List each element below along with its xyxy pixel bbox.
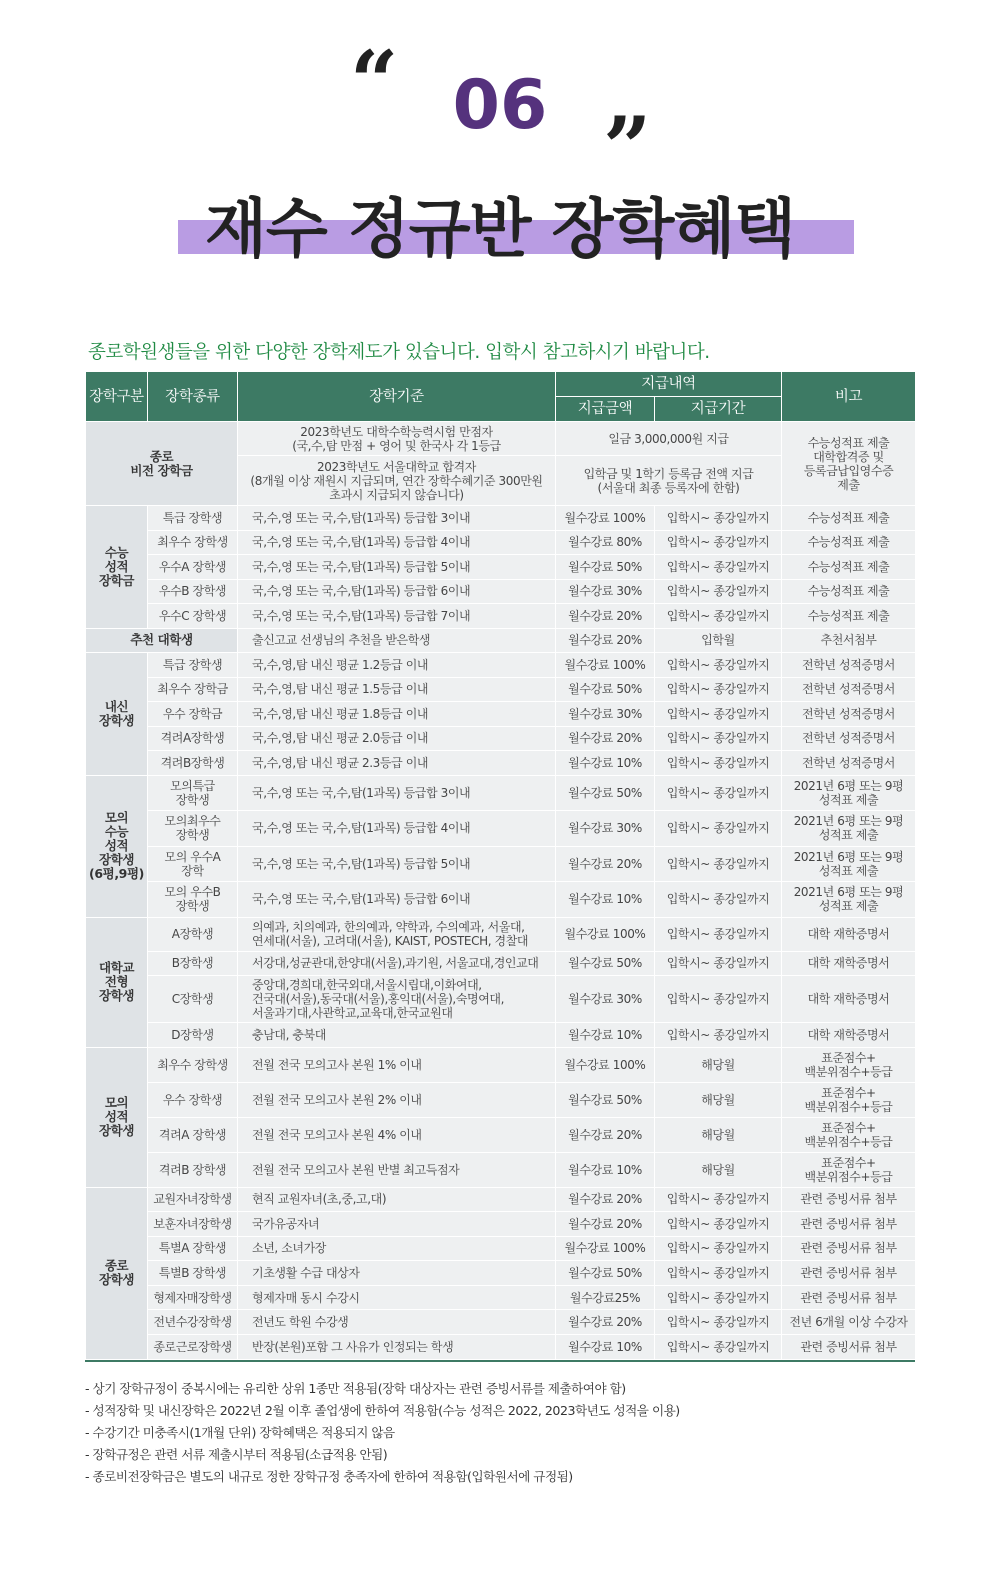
type-cell: 형제자매장학생 bbox=[148, 1285, 238, 1310]
note-cell: 관련 증빙서류 첨부 bbox=[782, 1285, 916, 1310]
amount-cell: 일금 3,000,000원 지급 bbox=[556, 422, 782, 456]
table-row bbox=[86, 422, 916, 456]
amount-cell: 월수강료 10% bbox=[556, 1335, 655, 1360]
criteria-cell: 국가유공자녀 bbox=[238, 1212, 556, 1237]
period-cell: 입학시~ 종강일까지 bbox=[655, 811, 782, 847]
criteria-cell: 국,수,영,탐 내신 평균 2.0등급 이내 bbox=[238, 726, 556, 751]
period-cell: 입학시~ 종강일까지 bbox=[655, 1285, 782, 1310]
amount-cell: 월수강료 20% bbox=[556, 628, 655, 653]
note-item: - 상기 장학규정이 중복시에는 유리한 상위 1종만 적용됨(장학 대상자는 관련 증빙서류를 제출하여야 함) bbox=[85, 1381, 626, 1396]
page-title: 재수 정규반 장학혜택 bbox=[205, 193, 795, 267]
header-note: 비고 bbox=[782, 372, 916, 422]
table-row bbox=[86, 1261, 916, 1286]
type-cell: 모의최우수 장학생 bbox=[148, 811, 238, 847]
period-cell: 입학시~ 종강일까지 bbox=[655, 726, 782, 751]
criteria-cell: 기초생활 수급 대상자 bbox=[238, 1261, 556, 1286]
scholarship-table bbox=[85, 371, 916, 1360]
criteria-cell: 형제자매 동시 수강시 bbox=[238, 1285, 556, 1310]
period-cell: 입학시~ 종강일까지 bbox=[655, 1335, 782, 1360]
criteria-cell: 중앙대,경희대,한국외대,서울시립대,이화여대, 건국대(서울),동국대(서울),홍익대(서울),숙명여대, 서울과기대,사관학교,교육대,한국교원대 bbox=[238, 976, 556, 1023]
note-cell: 수능성적표 제출 bbox=[782, 506, 916, 531]
period-cell: 입학시~ 종강일까지 bbox=[655, 1187, 782, 1212]
period-cell: 해당월 bbox=[655, 1152, 782, 1187]
group-jongno: 종로 장학생 bbox=[86, 1187, 148, 1359]
type-cell: C장학생 bbox=[148, 976, 238, 1023]
period-cell: 입학시~ 종강일까지 bbox=[655, 1261, 782, 1286]
note-item: - 성적장학 및 내신장학은 2022년 2월 이후 졸업생에 한하여 적용함(수능 성적은 2022, 2023학년도 성적을 이용) bbox=[85, 1403, 680, 1418]
table-row bbox=[86, 628, 916, 653]
criteria-cell: 국,수,영 또는 국,수,탐(1과목) 등급합 4이내 bbox=[238, 811, 556, 847]
period-cell: 해당월 bbox=[655, 1082, 782, 1117]
table-row bbox=[86, 702, 916, 727]
period-cell: 입학시~ 종강일까지 bbox=[655, 775, 782, 811]
amount-cell: 월수강료 20% bbox=[556, 1187, 655, 1212]
table-row bbox=[86, 530, 916, 555]
group-mock: 모의 수능 성적 장학생 (6평,9평) bbox=[86, 775, 148, 917]
criteria-cell: 전월 전국 모의고사 본원 4% 이내 bbox=[238, 1117, 556, 1152]
table-row bbox=[86, 555, 916, 580]
type-cell: 격려B 장학생 bbox=[148, 1152, 238, 1187]
note-cell: 전학년 성적증명서 bbox=[782, 653, 916, 678]
note-cell: 관련 증빙서류 첨부 bbox=[782, 1261, 916, 1286]
type-cell: 전년수강장학생 bbox=[148, 1310, 238, 1335]
amount-cell: 월수강료 100% bbox=[556, 1236, 655, 1261]
amount-cell: 월수강료 10% bbox=[556, 882, 655, 918]
amount-cell: 월수강료 10% bbox=[556, 1023, 655, 1048]
type-cell: 격려B장학생 bbox=[148, 751, 238, 776]
period-cell: 해당월 bbox=[655, 1117, 782, 1152]
group-suneung: 수능 성적 장학금 bbox=[86, 506, 148, 629]
type-cell: 모의특급 장학생 bbox=[148, 775, 238, 811]
type-cell: B장학생 bbox=[148, 951, 238, 976]
note-cell: 전년 6개월 이상 수강자 bbox=[782, 1310, 916, 1335]
table-row bbox=[86, 1082, 916, 1117]
note-cell: 전학년 성적증명서 bbox=[782, 726, 916, 751]
period-cell: 입학시~ 종강일까지 bbox=[655, 579, 782, 604]
type-cell: 격려A 장학생 bbox=[148, 1117, 238, 1152]
amount-cell: 월수강료 50% bbox=[556, 1261, 655, 1286]
criteria-cell: 국,수,영 또는 국,수,탐(1과목) 등급합 7이내 bbox=[238, 604, 556, 629]
close-quote-mark: ” bbox=[603, 98, 652, 197]
criteria-cell: 국,수,영,탐 내신 평균 2.3등급 이내 bbox=[238, 751, 556, 776]
note-cell: 추천서첨부 bbox=[782, 628, 916, 653]
criteria-cell: 국,수,영 또는 국,수,탐(1과목) 등급합 6이내 bbox=[238, 882, 556, 918]
criteria-cell: 충남대, 충북대 bbox=[238, 1023, 556, 1048]
table-row bbox=[86, 677, 916, 702]
table-row bbox=[86, 1310, 916, 1335]
amount-cell: 월수강료25% bbox=[556, 1285, 655, 1310]
note-cell: 관련 증빙서류 첨부 bbox=[782, 1187, 916, 1212]
amount-cell: 월수강료 50% bbox=[556, 555, 655, 580]
period-cell: 입학시~ 종강일까지 bbox=[655, 882, 782, 918]
note-item: - 종로비전장학금은 별도의 내규로 정한 장학규정 충족자에 한하여 적용함(입학원서에 규정됨) bbox=[85, 1469, 573, 1484]
header-category: 장학구분 bbox=[86, 372, 148, 422]
criteria-cell: 국,수,영 또는 국,수,탐(1과목) 등급합 5이내 bbox=[238, 846, 556, 882]
type-cell: 최우수 장학금 bbox=[148, 677, 238, 702]
note-cell: 수능성적표 제출 bbox=[782, 604, 916, 629]
amount-cell: 월수강료 20% bbox=[556, 1310, 655, 1335]
table-row bbox=[86, 1152, 916, 1187]
note-item: - 수강기간 미충족시(1개월 단위) 장학혜택은 적용되지 않음 bbox=[85, 1425, 395, 1440]
amount-cell: 월수강료 20% bbox=[556, 726, 655, 751]
period-cell: 입학시~ 종강일까지 bbox=[655, 1212, 782, 1237]
table-row bbox=[86, 604, 916, 629]
amount-cell: 월수강료 50% bbox=[556, 775, 655, 811]
period-cell: 입학시~ 종강일까지 bbox=[655, 917, 782, 951]
section-number: 06 bbox=[452, 66, 548, 145]
type-cell: 교원자녀장학생 bbox=[148, 1187, 238, 1212]
amount-cell: 월수강료 50% bbox=[556, 951, 655, 976]
type-cell: 우수 장학금 bbox=[148, 702, 238, 727]
type-cell: 격려A장학생 bbox=[148, 726, 238, 751]
criteria-cell: 국,수,영,탐 내신 평균 1.5등급 이내 bbox=[238, 677, 556, 702]
period-cell: 입학시~ 종강일까지 bbox=[655, 1310, 782, 1335]
amount-cell: 월수강료 30% bbox=[556, 811, 655, 847]
criteria-cell: 현직 교원자녀(초,중,고,대) bbox=[238, 1187, 556, 1212]
amount-cell: 월수강료 30% bbox=[556, 702, 655, 727]
table-row bbox=[86, 775, 916, 811]
group-university: 대학교 전형 장학생 bbox=[86, 917, 148, 1047]
type-cell: 우수C 장학생 bbox=[148, 604, 238, 629]
header-type: 장학종류 bbox=[148, 372, 238, 422]
table-row bbox=[86, 579, 916, 604]
table-row bbox=[86, 751, 916, 776]
note-cell: 표준점수+ 백분위점수+등급 bbox=[782, 1082, 916, 1117]
table-row bbox=[86, 846, 916, 882]
table-row bbox=[86, 1236, 916, 1261]
type-cell: 보훈자녀장학생 bbox=[148, 1212, 238, 1237]
period-cell: 입학시~ 종강일까지 bbox=[655, 530, 782, 555]
criteria-cell: 반장(본원)포함 그 사유가 인정되는 학생 bbox=[238, 1335, 556, 1360]
scholarship-table-wrap bbox=[85, 371, 915, 1360]
header-payment: 지급내역 bbox=[556, 372, 782, 397]
note-cell: 전학년 성적증명서 bbox=[782, 677, 916, 702]
criteria-cell: 전년도 학원 수강생 bbox=[238, 1310, 556, 1335]
amount-cell: 월수강료 20% bbox=[556, 846, 655, 882]
table-row bbox=[86, 882, 916, 918]
criteria-cell: 국,수,영 또는 국,수,탐(1과목) 등급합 4이내 bbox=[238, 530, 556, 555]
table-row bbox=[86, 976, 916, 1023]
criteria-cell: 서강대,성균관대,한양대(서울),과기원, 서울교대,경인교대 bbox=[238, 951, 556, 976]
note-cell: 전학년 성적증명서 bbox=[782, 702, 916, 727]
type-cell: 우수 장학생 bbox=[148, 1082, 238, 1117]
criteria-cell: 국,수,영 또는 국,수,탐(1과목) 등급합 3이내 bbox=[238, 506, 556, 531]
type-cell: 종로근로장학생 bbox=[148, 1335, 238, 1360]
note-item: - 장학규정은 관련 서류 제출시부터 적용됨(소급적용 안됨) bbox=[85, 1447, 388, 1462]
note-cell: 2021년 6평 또는 9평 성적표 제출 bbox=[782, 882, 916, 918]
note-cell: 수능성적표 제출 대학합격증 및 등록금납입영수증 제출 bbox=[782, 422, 916, 506]
header-amount: 지급금액 bbox=[556, 397, 655, 422]
note-cell: 대학 재학증명서 bbox=[782, 1023, 916, 1048]
type-cell: 최우수 장학생 bbox=[148, 1047, 238, 1082]
criteria-cell: 출신고교 선생님의 추천을 받은학생 bbox=[238, 628, 556, 653]
group-mockscore: 모의 성적 장학생 bbox=[86, 1047, 148, 1187]
type-cell: D장학생 bbox=[148, 1023, 238, 1048]
period-cell: 입학시~ 종강일까지 bbox=[655, 1023, 782, 1048]
note-cell: 대학 재학증명서 bbox=[782, 951, 916, 976]
note-cell: 대학 재학증명서 bbox=[782, 976, 916, 1023]
note-cell: 표준점수+ 백분위점수+등급 bbox=[782, 1152, 916, 1187]
amount-cell: 월수강료 80% bbox=[556, 530, 655, 555]
criteria-cell: 국,수,영 또는 국,수,탐(1과목) 등급합 6이내 bbox=[238, 579, 556, 604]
type-cell: 최우수 장학생 bbox=[148, 530, 238, 555]
period-cell: 입학월 bbox=[655, 628, 782, 653]
note-cell: 표준점수+ 백분위점수+등급 bbox=[782, 1047, 916, 1082]
period-cell: 입학시~ 종강일까지 bbox=[655, 976, 782, 1023]
note-cell: 2021년 6평 또는 9평 성적표 제출 bbox=[782, 775, 916, 811]
intro-text: 종로학원생들을 위한 다양한 장학제도가 있습니다. 입학시 참고하시기 바랍니다. bbox=[88, 342, 710, 363]
table-row bbox=[86, 1023, 916, 1048]
note-cell: 2021년 6평 또는 9평 성적표 제출 bbox=[782, 811, 916, 847]
note-cell: 관련 증빙서류 첨부 bbox=[782, 1335, 916, 1360]
type-cell: 우수A 장학생 bbox=[148, 555, 238, 580]
period-cell: 입학시~ 종강일까지 bbox=[655, 555, 782, 580]
table-row bbox=[86, 1117, 916, 1152]
table-bottom-rule bbox=[85, 1360, 915, 1362]
criteria-cell: 전월 전국 모의고사 본원 반별 최고득점자 bbox=[238, 1152, 556, 1187]
criteria-cell: 의예과, 치의예과, 한의예과, 약학과, 수의예과, 서울대, 연세대(서울), 고려대(서울), KAIST, POSTECH, 경찰대 bbox=[238, 917, 556, 951]
note-cell: 수능성적표 제출 bbox=[782, 530, 916, 555]
period-cell: 입학시~ 종강일까지 bbox=[655, 604, 782, 629]
note-cell: 대학 재학증명서 bbox=[782, 917, 916, 951]
table-row bbox=[86, 653, 916, 678]
amount-cell: 입학금 및 1학기 등록금 전액 지급 (서울대 최종 등록자에 한함) bbox=[556, 456, 782, 506]
criteria-cell: 국,수,영,탐 내신 평균 1.8등급 이내 bbox=[238, 702, 556, 727]
header-period: 지급기간 bbox=[655, 397, 782, 422]
amount-cell: 월수강료 30% bbox=[556, 976, 655, 1023]
amount-cell: 월수강료 10% bbox=[556, 1152, 655, 1187]
table-row bbox=[86, 1187, 916, 1212]
table-row bbox=[86, 506, 916, 531]
criteria-cell: 국,수,영,탐 내신 평균 1.2등급 이내 bbox=[238, 653, 556, 678]
amount-cell: 월수강료 100% bbox=[556, 653, 655, 678]
group-vision: 종로 비전 장학금 bbox=[86, 422, 238, 506]
table-row bbox=[86, 726, 916, 751]
table-row bbox=[86, 811, 916, 847]
type-cell: 특별A 장학생 bbox=[148, 1236, 238, 1261]
notes-list bbox=[85, 1378, 680, 1488]
criteria-cell: 전월 전국 모의고사 본원 1% 이내 bbox=[238, 1047, 556, 1082]
type-cell: 특급 장학생 bbox=[148, 506, 238, 531]
amount-cell: 월수강료 10% bbox=[556, 751, 655, 776]
criteria-cell: 2023학년도 대학수학능력시험 만점자 (국,수,탐 만점 + 영어 및 한국사 각 1등급 bbox=[238, 422, 556, 456]
amount-cell: 월수강료 20% bbox=[556, 1117, 655, 1152]
type-cell: 특별B 장학생 bbox=[148, 1261, 238, 1286]
header-criteria: 장학기준 bbox=[238, 372, 556, 422]
table-row bbox=[86, 1285, 916, 1310]
table-row bbox=[86, 951, 916, 976]
table-row bbox=[86, 1047, 916, 1082]
criteria-cell: 국,수,영 또는 국,수,탐(1과목) 등급합 3이내 bbox=[238, 775, 556, 811]
type-cell: 모의 우수A 장학 bbox=[148, 846, 238, 882]
amount-cell: 월수강료 50% bbox=[556, 1082, 655, 1117]
period-cell: 입학시~ 종강일까지 bbox=[655, 1236, 782, 1261]
note-cell: 전학년 성적증명서 bbox=[782, 751, 916, 776]
note-cell: 표준점수+ 백분위점수+등급 bbox=[782, 1117, 916, 1152]
criteria-cell: 2023학년도 서울대학교 합격자 (8개월 이상 재원시 지급되며, 연간 장학수혜기준 300만원 초과시 지급되지 않습니다) bbox=[238, 456, 556, 506]
criteria-cell: 소년, 소녀가장 bbox=[238, 1236, 556, 1261]
amount-cell: 월수강료 30% bbox=[556, 579, 655, 604]
period-cell: 입학시~ 종강일까지 bbox=[655, 846, 782, 882]
type-cell: A장학생 bbox=[148, 917, 238, 951]
amount-cell: 월수강료 20% bbox=[556, 604, 655, 629]
amount-cell: 월수강료 100% bbox=[556, 506, 655, 531]
group-naesin: 내신 장학생 bbox=[86, 653, 148, 776]
amount-cell: 월수강료 50% bbox=[556, 677, 655, 702]
open-quote-mark: “ bbox=[350, 32, 399, 131]
note-cell: 수능성적표 제출 bbox=[782, 579, 916, 604]
note-cell: 2021년 6평 또는 9평 성적표 제출 bbox=[782, 846, 916, 882]
table-row bbox=[86, 917, 916, 951]
note-cell: 관련 증빙서류 첨부 bbox=[782, 1212, 916, 1237]
note-cell: 관련 증빙서류 첨부 bbox=[782, 1236, 916, 1261]
note-cell: 수능성적표 제출 bbox=[782, 555, 916, 580]
period-cell: 입학시~ 종강일까지 bbox=[655, 653, 782, 678]
period-cell: 입학시~ 종강일까지 bbox=[655, 751, 782, 776]
amount-cell: 월수강료 100% bbox=[556, 1047, 655, 1082]
period-cell: 해당월 bbox=[655, 1047, 782, 1082]
table-row bbox=[86, 1212, 916, 1237]
period-cell: 입학시~ 종강일까지 bbox=[655, 677, 782, 702]
type-cell: 모의 우수B 장학생 bbox=[148, 882, 238, 918]
amount-cell: 월수강료 20% bbox=[556, 1212, 655, 1237]
criteria-cell: 국,수,영 또는 국,수,탐(1과목) 등급합 5이내 bbox=[238, 555, 556, 580]
table-row bbox=[86, 1335, 916, 1360]
amount-cell: 월수강료 100% bbox=[556, 917, 655, 951]
type-cell: 우수B 장학생 bbox=[148, 579, 238, 604]
group-recommend: 추천 대학생 bbox=[86, 628, 238, 653]
period-cell: 입학시~ 종강일까지 bbox=[655, 506, 782, 531]
period-cell: 입학시~ 종강일까지 bbox=[655, 702, 782, 727]
criteria-cell: 전월 전국 모의고사 본원 2% 이내 bbox=[238, 1082, 556, 1117]
type-cell: 특급 장학생 bbox=[148, 653, 238, 678]
period-cell: 입학시~ 종강일까지 bbox=[655, 951, 782, 976]
